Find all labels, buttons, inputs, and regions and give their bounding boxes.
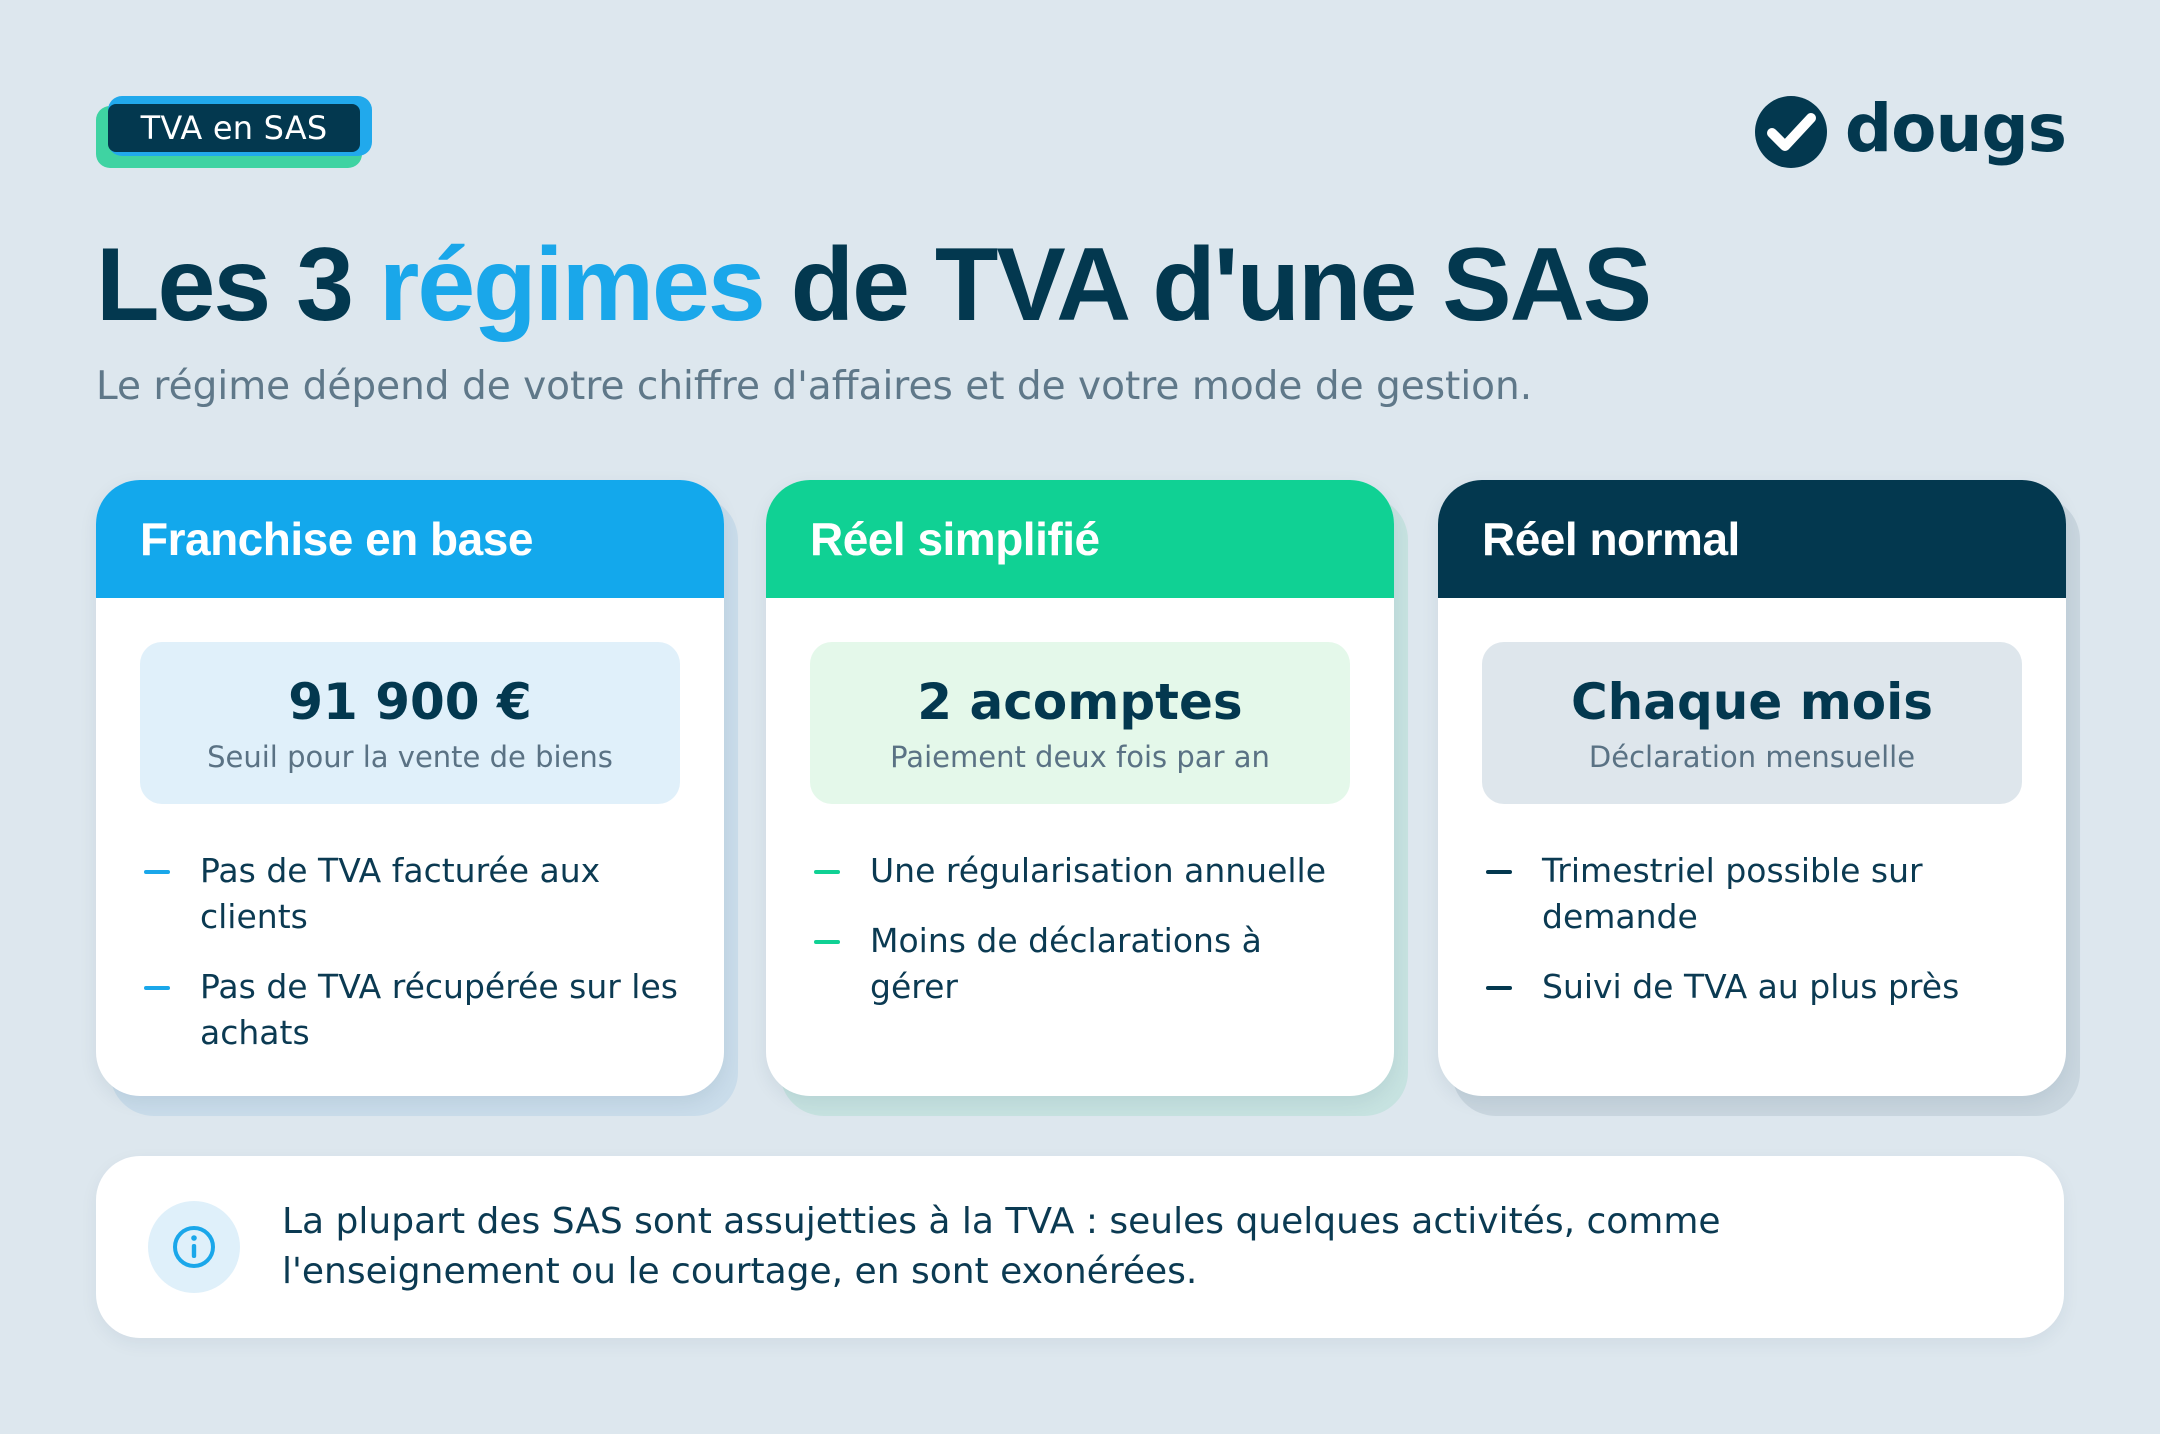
page-subtitle: Le régime dépend de votre chiffre d'affaires et de votre mode de gestion. [96,364,1533,409]
highlight-caption: Seuil pour la vente de biens [207,740,613,774]
bullet-text: Pas de TVA récupérée sur les achats [200,967,678,1052]
title-accent: régimes [378,227,764,343]
info-text: La plupart des SAS sont assujetties à la TVA : seules quelques activités, comme l'enseignement ou le courtage, en sont exonérées. [282,1201,1721,1292]
bullet-text: Suivi de TVA au plus près [1542,967,1960,1006]
card-reel-simplifie [766,480,1394,1100]
title-end: de TVA d'une SAS [763,227,1651,343]
list-item [814,918,1350,1010]
card-body [766,480,1394,1096]
dash-icon [1486,870,1512,874]
dash-icon [814,940,840,944]
bullet-text: Trimestriel possible sur demande [1542,851,1923,936]
card-body [96,480,724,1096]
card-title: Réel simplifié [766,480,1394,598]
logo-text: dougs [1844,90,2066,167]
tag-label: TVA en SAS [108,104,360,152]
highlight-value: 2 acomptes [917,673,1243,731]
bullet-text: Une régularisation annuelle [870,851,1327,890]
bullet-list [814,848,1350,1010]
category-tag [96,96,376,170]
check-circle-icon [1755,96,1827,168]
brand-logo [1755,90,2066,168]
list-item [144,848,680,940]
dash-icon [1486,986,1512,990]
dash-icon [814,870,840,874]
info-banner [96,1156,2064,1338]
card-highlight [140,642,680,804]
info-circle-glyph [170,1223,218,1271]
card-title: Réel normal [1438,480,2066,598]
card-title: Franchise en base [96,480,724,598]
list-item [1486,964,2022,1010]
bullet-text: Moins de déclarations à gérer [870,921,1262,1006]
list-item [814,848,1350,894]
card-franchise-en-base [96,480,724,1100]
bullet-list [144,848,680,1056]
card-reel-normal [1438,480,2066,1100]
bullet-list [1486,848,2022,1010]
dash-icon [144,986,170,990]
highlight-value: 91 900 € [288,673,532,731]
page-title [96,228,1650,342]
info-icon [148,1201,240,1293]
card-body [1438,480,2066,1096]
list-item [144,964,680,1056]
card-highlight [1482,642,2022,804]
bullet-text: Pas de TVA facturée aux clients [200,851,601,936]
highlight-value: Chaque mois [1570,673,1934,731]
card-highlight [810,642,1350,804]
highlight-caption: Paiement deux fois par an [890,740,1270,774]
dash-icon [144,870,170,874]
title-start: Les 3 [96,227,379,343]
list-item [1486,848,2022,940]
highlight-caption: Déclaration mensuelle [1588,740,1916,774]
